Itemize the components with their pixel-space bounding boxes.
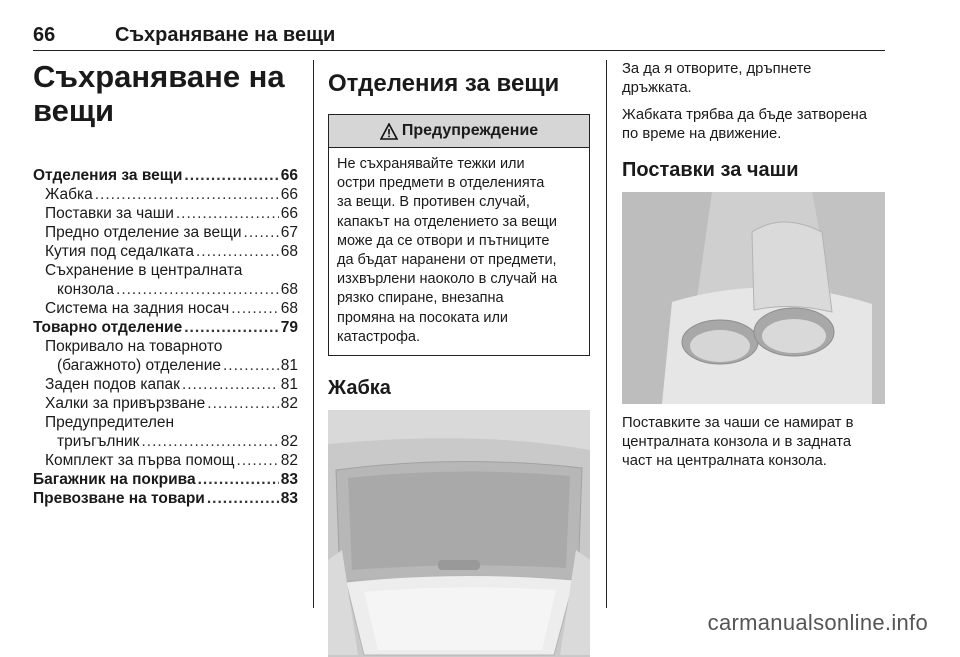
toc-page: 82 — [280, 395, 298, 412]
toc-leader — [207, 394, 278, 413]
page-header — [33, 22, 885, 51]
text-line: промяна на посоката или — [337, 309, 509, 326]
toc-leader — [182, 375, 279, 394]
toc-page: 66 — [280, 167, 298, 184]
toc-label: Кутия под седалката — [45, 243, 194, 260]
text-line: катастрофа. — [337, 328, 420, 345]
toc-page: 68 — [280, 243, 298, 260]
text-line: Жабката трябва да бъде затворена — [622, 107, 867, 123]
toc-label: Жабка — [45, 186, 93, 203]
running-title: Съхраняване на вещи — [115, 24, 336, 46]
toc-leader — [95, 185, 279, 204]
close-instructions — [622, 106, 885, 144]
text-line: рязко спиране, внезапна — [337, 290, 504, 307]
toc-entry[interactable]: Съхранение в централната — [45, 262, 243, 279]
toc-entry[interactable] — [33, 470, 298, 489]
toc-entry[interactable]: Покривало на товарното — [45, 338, 223, 355]
toc-entry[interactable] — [33, 204, 298, 223]
right-column — [622, 60, 885, 479]
text-line: да бъдат наранени от предмети, — [337, 252, 557, 269]
column-divider — [606, 60, 607, 608]
toc-entry[interactable] — [33, 375, 298, 394]
toc-label: Халки за привързване — [45, 395, 206, 412]
text-line: за вещи. В противен случай, — [337, 194, 530, 211]
toc-entry[interactable] — [33, 432, 298, 451]
warning-header — [329, 115, 589, 148]
warning-text — [329, 148, 589, 355]
toc-entry[interactable]: Предупредителен — [45, 414, 175, 431]
toc-label: Отделения за вещи — [33, 167, 183, 184]
warning-triangle-icon — [380, 123, 398, 140]
column-divider — [313, 60, 314, 608]
toc-leader — [196, 242, 279, 261]
toc-label: Заден подов капак — [45, 376, 180, 393]
toc-leader — [231, 299, 279, 318]
chapter-title: Съхраняване на вещи — [33, 59, 285, 128]
text-line: централната конзола и в задната — [622, 434, 852, 450]
cupholders-title: Поставки за чаши — [622, 159, 799, 181]
toc-leader — [207, 489, 279, 508]
toc-label: Багажник на покрива — [33, 471, 196, 488]
text-line: може да се отвори и пътниците — [337, 232, 550, 249]
toc-leader — [141, 432, 278, 451]
text-line: част на централната конзола. — [622, 453, 827, 469]
toc-page: 79 — [280, 319, 298, 336]
toc-entry[interactable] — [33, 280, 298, 299]
toc-page: 81 — [280, 357, 298, 374]
toc-page: 66 — [280, 205, 298, 222]
toc-page: 68 — [280, 281, 298, 298]
toc-entry[interactable] — [33, 223, 298, 242]
warning-box — [328, 114, 590, 356]
toc-page: 68 — [280, 300, 298, 317]
warning-heading: Предупреждение — [401, 122, 539, 139]
table-of-contents — [33, 166, 298, 508]
section-title: Отделения за вещи — [328, 70, 560, 97]
text-line: Не съхранявайте тежки или — [337, 156, 525, 172]
toc-page: 81 — [280, 376, 298, 393]
toc-page: 82 — [280, 433, 298, 450]
toc-page: 83 — [280, 471, 298, 488]
watermark: carmanualsonline.info — [707, 610, 928, 635]
toc-entry[interactable] — [33, 394, 298, 413]
toc-entry[interactable] — [33, 318, 298, 337]
glovebox-title: Жабка — [328, 377, 391, 400]
text-line: За да я отворите, дръпнете — [622, 61, 812, 77]
toc-entry[interactable] — [33, 489, 298, 508]
text-line: по време на движение. — [622, 126, 782, 142]
toc-leader — [244, 223, 279, 242]
open-instructions — [622, 60, 885, 98]
toc-page: 66 — [280, 186, 298, 203]
toc-entry[interactable] — [33, 451, 298, 470]
toc-label: (багажното) отделение — [57, 357, 221, 374]
toc-leader — [198, 470, 279, 489]
toc-label: Комплект за първа помощ — [45, 452, 235, 469]
toc-leader — [237, 451, 279, 470]
toc-entry[interactable] — [33, 356, 298, 375]
toc-label: Предно отделение за вещи — [45, 224, 242, 241]
toc-label: триъгълник — [57, 433, 140, 450]
text-line: Поставките за чаши се намират в — [622, 415, 854, 431]
toc-entry[interactable] — [33, 166, 298, 185]
toc-page: 82 — [280, 452, 298, 469]
toc-leader — [116, 280, 279, 299]
cupholders-description — [622, 414, 885, 471]
toc-label: Поставки за чаши — [45, 205, 174, 222]
text-line: дръжката. — [622, 80, 692, 96]
toc-entry[interactable] — [33, 185, 298, 204]
toc-leader — [184, 166, 278, 185]
chapter-column — [33, 60, 298, 508]
middle-column — [328, 60, 590, 657]
toc-entry[interactable] — [33, 242, 298, 261]
toc-entry[interactable] — [33, 299, 298, 318]
toc-label: Превозване на товари — [33, 490, 205, 507]
toc-leader — [176, 204, 279, 223]
page-number: 66 — [33, 24, 56, 46]
text-line: изхвърлени наоколо в случай на — [337, 271, 558, 288]
text-line: капакът на отделението за вещи — [337, 213, 557, 230]
cupholders-illustration — [622, 192, 885, 404]
toc-label: конзола — [57, 281, 115, 298]
toc-label: Система на задния носач — [45, 300, 230, 317]
toc-leader — [223, 356, 279, 375]
text-line: остри предмети в отделенията — [337, 175, 545, 192]
toc-label: Товарно отделение — [33, 319, 183, 336]
toc-leader — [184, 318, 279, 337]
toc-page: 83 — [280, 490, 298, 507]
toc-page: 67 — [280, 224, 298, 241]
glovebox-illustration — [328, 410, 590, 657]
